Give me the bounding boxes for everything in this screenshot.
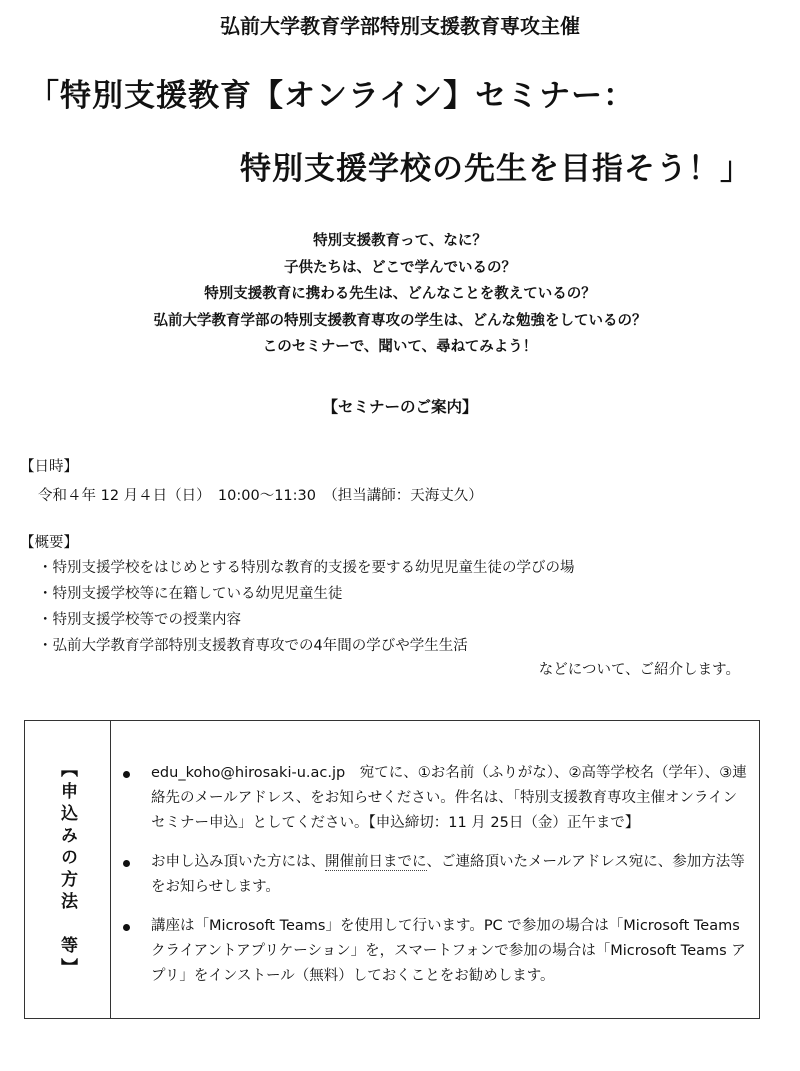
application-method-label: 【申込みの方法 等】 [57,759,77,980]
overview-item: ・特別支援学校等での授業内容 [38,612,241,628]
intro-line: 特別支援教育に携わる先生は、どんなことを教えているの？ [204,286,596,302]
intro-line: 弘前大学教育学部の特別支援教育専攻の学生は、どんな勉強をしているの？ [153,312,647,329]
application-deadline: 【申込締切：11 月 25日（金）正午まで】 [368,815,640,831]
application-item-email [117,761,747,836]
intro-line: 子供たちは、どこで学んでいるの？ [284,259,516,276]
application-item-teams [117,914,747,989]
application-item-text: edu_koho@hirosaki-u.ac.jp 宛てに、①お名前（ふりがな）、②高等学校名（学年）、③連絡先のメールアドレス、をお知らせください。件名は、「特別支援教育専攻主催オンラインセミナー申込」としてください。 [151,765,747,831]
seminar-title-line2: 特別支援学校の先生を目指そう！」 [240,151,752,187]
intro-questions [0,228,800,361]
application-side-label [25,721,111,1018]
application-item-text: 、ご連絡頂いたメールアドレス宛に、参加方法等をお知らせします。 [151,854,745,895]
application-box [24,720,760,1019]
intro-line: このセミナーで、聞いて、尋ねてみよう！ [262,339,538,355]
overview-item: ・特別支援学校等に在籍している幼児児童生徒 [38,586,343,602]
overview-item: ・特別支援学校をはじめとする特別な教育的支援を要する幼児児童生徒の学びの場 [38,560,575,576]
intro-line: 特別支援教育って、なに？ [313,233,487,249]
bullet-icon [123,771,130,778]
application-item-text: お申し込み頂いた方には、 [151,854,325,870]
seminar-guide-heading: 【セミナーのご案内】 [322,398,478,416]
application-underlined-text: 開催前日までに [325,854,427,870]
overview-item: ・弘前大学教育学部特別支援教育専攻での4年間の学びや学生生活 [38,638,468,654]
bullet-icon [123,860,130,867]
datetime-value: 令和４年 12 月４日（日） 10:00～11:30 （担当講師：天海丈久） [38,488,483,504]
overview-closing: などについて、ご紹介します。 [538,662,740,678]
overview-label: 【概要】 [20,535,78,551]
application-item-notice [117,850,747,900]
seminar-title-line1: 「特別支援教育【オンライン】セミナー： [28,78,636,114]
bullet-icon [123,924,130,931]
organizer-heading: 弘前大学教育学部特別支援教育専攻主催 [220,14,580,38]
application-items [117,761,747,1003]
overview-list [38,555,575,659]
datetime-label: 【日時】 [20,459,78,475]
application-item-text: 講座は「Microsoft Teams」を使用して行います。PC で参加の場合は「Microsoft Teams クライアントアプリケーション」を，スマートフォンで参加の場合は「Microsoft Teams アプリ」をインストール（無料）しておくことをお勧めします。 [151,918,746,984]
